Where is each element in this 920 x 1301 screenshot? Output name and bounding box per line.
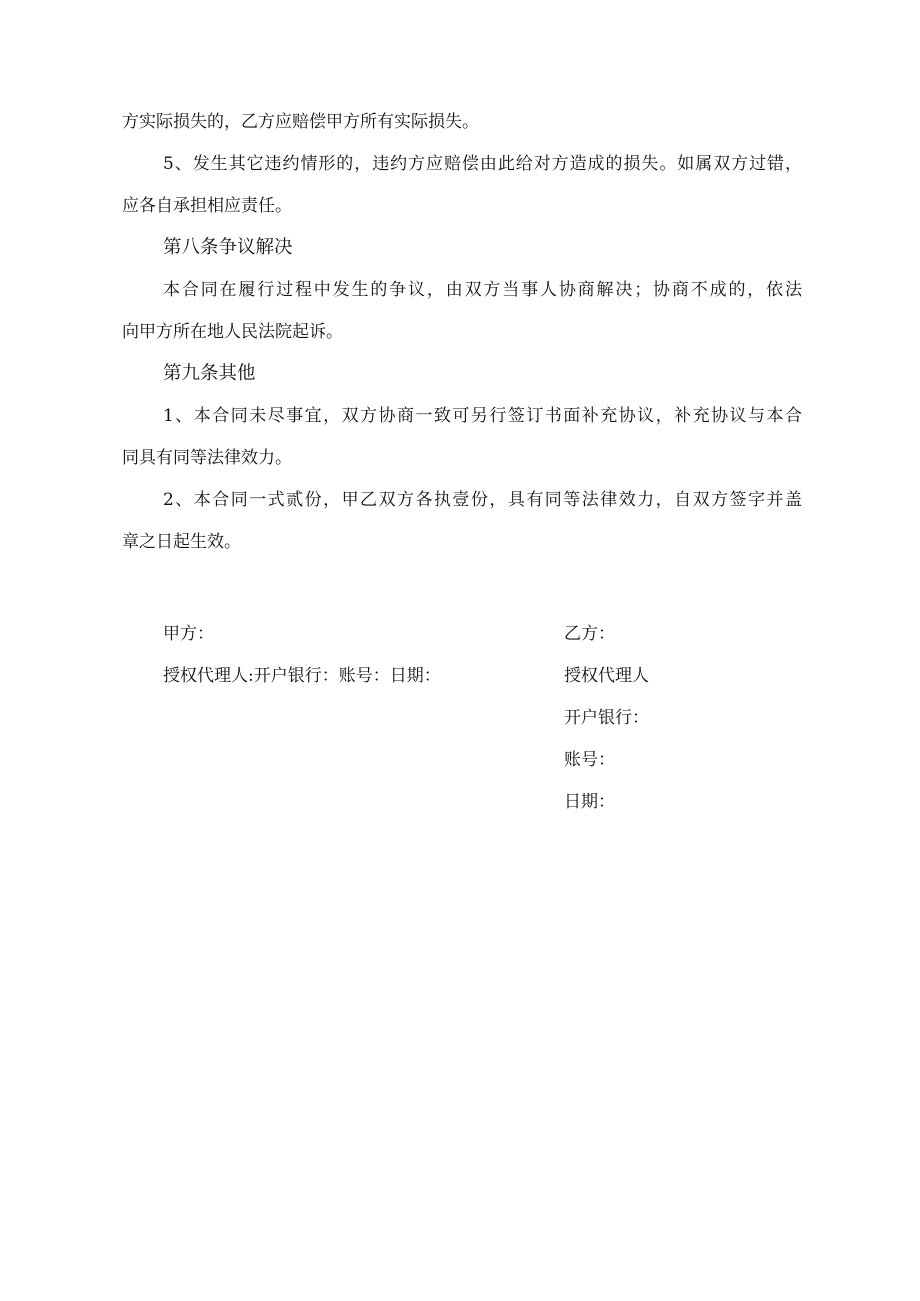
paragraph-line: 章之日起生效。 [122, 532, 241, 552]
party-a-signature-block [163, 613, 441, 697]
paragraph-line: 向甲方所在地人民法院起诉。 [122, 322, 343, 342]
party-a-details: 授权代理人:开户银行：账号：日期： [163, 666, 441, 686]
party-b-signature-block [564, 613, 649, 823]
section-heading-9: 第九条其他 [163, 363, 256, 384]
contract-body [122, 101, 802, 563]
party-b-date: 日期： [564, 792, 615, 812]
paragraph-line: 同具有同等法律效力。 [122, 448, 292, 468]
paragraph-line: 1、本合同未尽事宜，双方协商一致可另行签订书面补充协议，补充协议与本合 [163, 406, 802, 426]
party-a-label: 甲方： [163, 624, 214, 644]
section-heading-8: 第八条争议解决 [163, 237, 293, 258]
party-b-account: 账号： [564, 750, 615, 770]
party-b-agent: 授权代理人 [564, 666, 649, 686]
paragraph-line: 应各自承担相应责任。 [122, 196, 292, 216]
party-b-label: 乙方： [564, 624, 615, 644]
paragraph-line: 方实际损失的，乙方应赔偿甲方所有实际损失。 [122, 112, 479, 132]
paragraph-line: 本合同在履行过程中发生的争议，由双方当事人协商解决；协商不成的，依法 [163, 280, 802, 300]
party-b-bank: 开户银行： [564, 708, 649, 728]
paragraph-line: 5、发生其它违约情形的，违约方应赔偿由此给对方造成的损失。如属双方过错， [163, 154, 802, 174]
paragraph-line: 2、本合同一式贰份，甲乙双方各执壹份，具有同等法律效力，自双方签字并盖 [163, 490, 802, 510]
